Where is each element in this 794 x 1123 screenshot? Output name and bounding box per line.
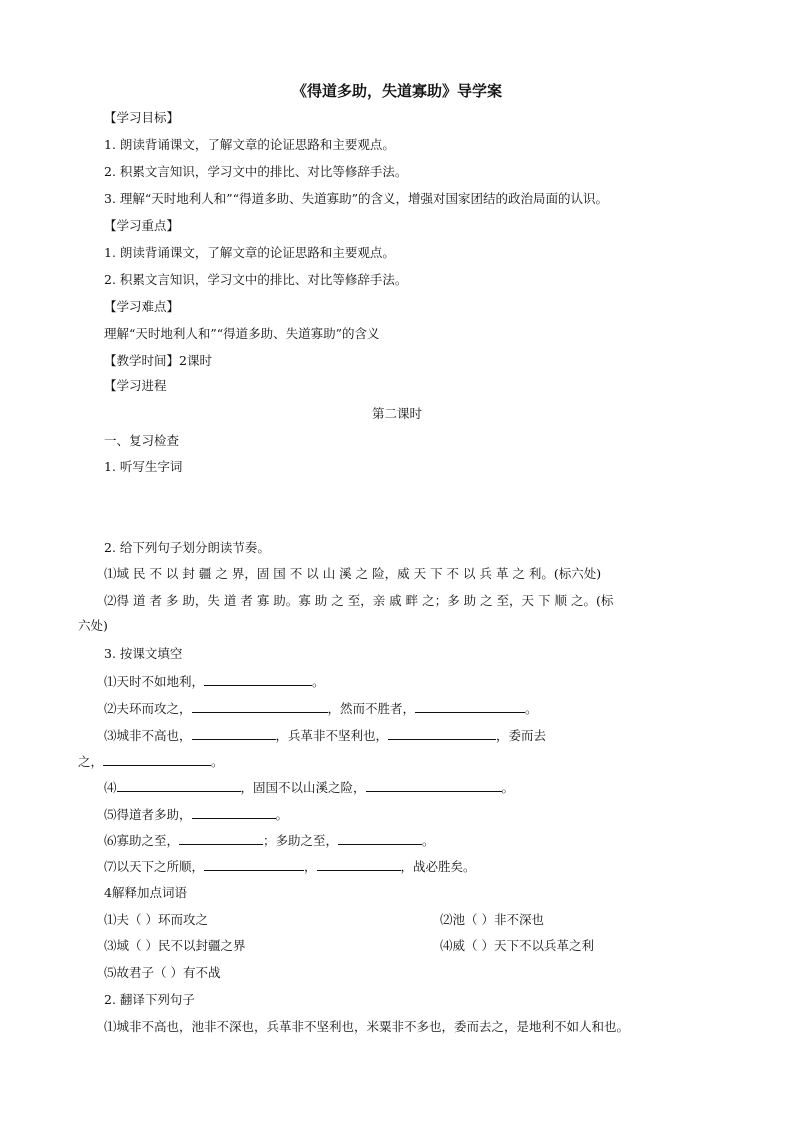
q3-line-3-text-d: 之， [78,754,104,769]
fill-blank[interactable] [192,806,276,819]
fill-blank[interactable] [179,832,263,845]
objective-item-1: 1. 朗读背诵课文，了解文章的论证思路和主要观点。 [104,137,395,152]
q3-line-4 [104,779,514,796]
key-point-item-1: 1. 朗读背诵课文，了解文章的论证思路和主要观点。 [104,245,395,260]
q3-line-3-text-a: ⑶城非不高也， [104,728,192,743]
q3-line-2-end: 。 [525,701,538,716]
q3-line-3-text-b: ，兵革非不坚利也， [275,728,389,743]
fill-blank[interactable] [388,727,496,740]
q3-line-5 [104,806,288,823]
q3-line-2-text-b: ，然而不胜者， [327,701,416,716]
q3-line-7-text-c: ，战必胜矣。 [400,859,476,874]
q3-heading: 3. 按课文填空 [104,646,183,661]
q3-line-2-text-a: ⑵夫环而攻之， [104,701,192,716]
learning-process: 【学习进程 [104,378,167,393]
fill-blank[interactable] [204,673,312,686]
section-review-heading: 一、复习检查 [104,433,180,448]
lesson-heading: 第二课时 [371,406,422,421]
objective-item-3: 3. 理解“天时地利人和”“得道多助、失道寡助”的含义，增强对国家团结的政治局面的认识。 [104,191,608,206]
q4-heading: 4解释加点词语 [104,885,187,900]
q3-line-2 [104,700,538,717]
q3-line-6-text-b: ；多助之至， [263,833,339,848]
q3-line-3-end: 。 [211,754,224,769]
q3-line-4-text-a: ⑷ [104,780,117,795]
page-title: 《得道多助，失道寡助》导学案 [291,82,502,100]
q3-line-7-text-a: ⑺以天下之所顺， [104,859,205,874]
q2-heading: 2. 给下列句子划分朗读节奏。 [104,540,270,555]
fill-blank[interactable] [103,753,211,766]
q2-sentence-1: ⑴域 民 不 以 封 疆 之 界，固 国 不 以 山 溪 之 险，威 天 下 不 以 兵 革 之 利。(标六处) [104,566,602,581]
fill-blank[interactable] [366,779,502,792]
fill-blank[interactable] [204,858,304,871]
q4-item-2: ⑵池（ ）非不深也 [440,912,544,927]
q4-item-4: ⑷威（ ）天下不以兵革之利 [440,938,594,953]
key-point-item-2: 2. 积累文言知识，学习文中的排比、对比等修辞手法。 [104,272,408,287]
q3-line-1 [104,673,325,690]
fill-blank[interactable] [192,727,276,740]
q4-item-3: ⑶域（ ）民不以封疆之界 [104,938,246,953]
fill-blank[interactable] [415,700,525,713]
difficulties-text: 理解“天时地利人和”“得道多助、失道寡助”的含义 [104,326,380,341]
q5-heading: 2. 翻译下列句子 [104,992,195,1007]
key-points-heading: 【学习重点】 [104,218,180,233]
q4-item-5: ⑸故君子（ ）有不战 [104,965,221,980]
q3-line-6-end: 。 [422,833,435,848]
teaching-time: 【教学时间】2课时 [104,353,212,368]
objective-item-2: 2. 积累文言知识，学习文中的排比、对比等修辞手法。 [104,164,408,179]
difficulties-heading: 【学习难点】 [104,299,180,314]
q3-line-1-text: ⑴天时不如地利， [104,674,205,689]
q2-sentence-2: ⑵得 道 者 多 助，失 道 者 寡 助。寡 助 之 至，亲 戚 畔 之；多 助 之 至，天 下 顺 之。(标 [104,593,614,608]
objectives-heading: 【学习目标】 [104,110,180,125]
fill-blank[interactable] [117,779,241,792]
q1-dictation: 1. 听写生字词 [104,459,183,474]
fill-blank[interactable] [317,858,401,871]
fill-blank[interactable] [192,700,328,713]
q3-line-7-text-b: ， [304,859,317,874]
q2-sentence-2-cont: 六处) [78,618,108,633]
q3-line-5-text: ⑸得道者多助， [104,807,192,822]
q3-line-3 [104,727,546,744]
q3-line-6 [104,832,435,849]
q3-line-6-text-a: ⑹寡助之至， [104,833,180,848]
q3-line-4-end: 。 [501,780,515,795]
q4-item-1: ⑴夫（ ）环而攻之 [104,912,208,927]
q5-sentence-1: ⑴城非不高也，池非不深也，兵革非不坚利也，米粟非不多也，委而去之，是地利不如人和也。 [104,1019,630,1034]
q3-line-3-text-c: ，委而去 [496,728,547,743]
q3-line-1-end: 。 [312,674,325,689]
fill-blank[interactable] [338,832,422,845]
q3-line-5-end: 。 [275,807,289,822]
q3-line-7 [104,858,476,875]
q3-line-4-text-b: ，固国不以山溪之险， [240,780,366,795]
q3-line-3-cont [78,753,224,770]
